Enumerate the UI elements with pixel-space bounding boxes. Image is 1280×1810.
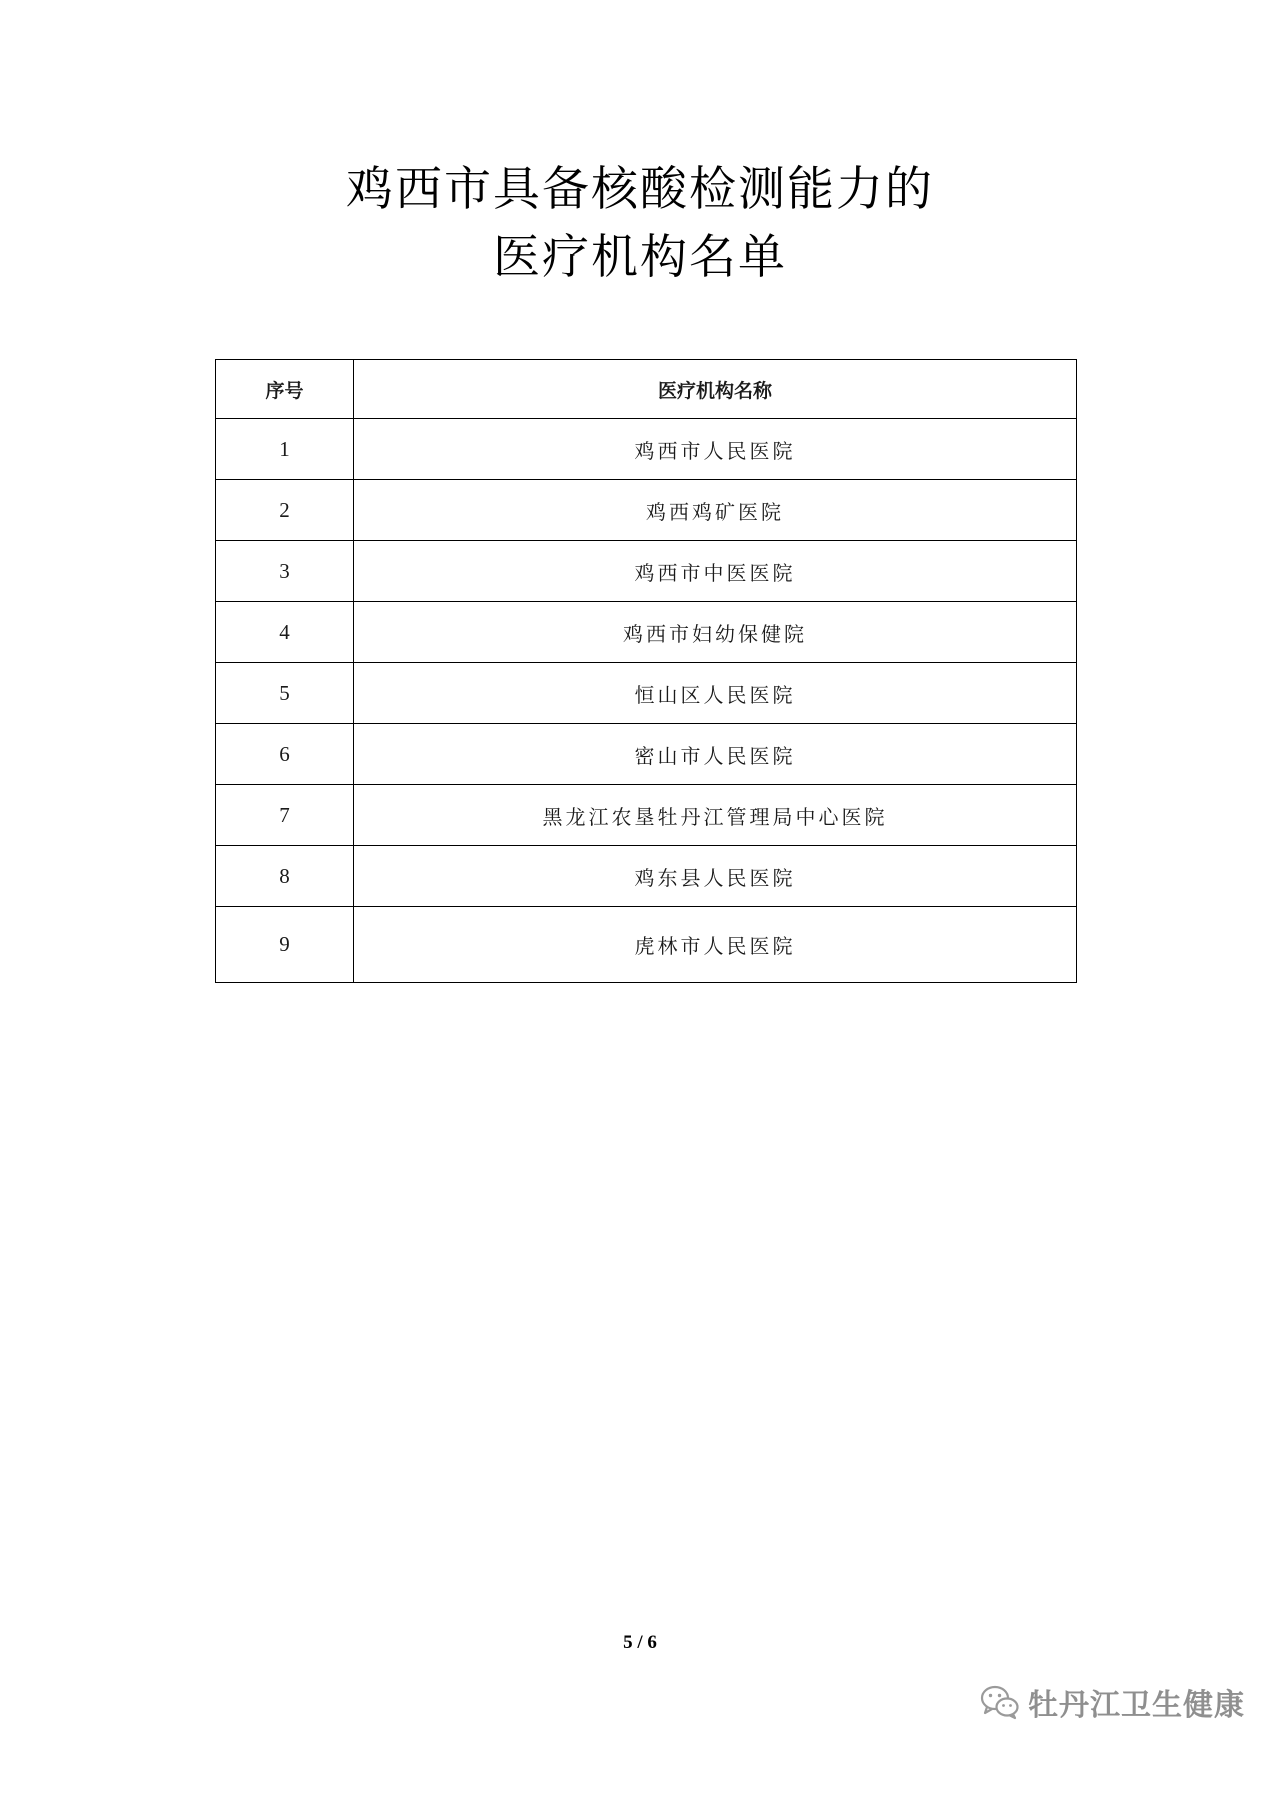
row-seq: 5 bbox=[216, 663, 354, 724]
table-row bbox=[216, 541, 1077, 602]
table-row bbox=[216, 480, 1077, 541]
row-seq: 7 bbox=[216, 785, 354, 846]
document-title-line-1: 鸡西市具备核酸检测能力的 bbox=[346, 162, 934, 217]
header-seq: 序号 bbox=[216, 360, 354, 419]
row-name: 密山市人民医院 bbox=[354, 724, 1077, 785]
row-seq: 2 bbox=[216, 480, 354, 541]
header-name: 医疗机构名称 bbox=[354, 360, 1077, 419]
wechat-icon bbox=[980, 1684, 1020, 1720]
medical-institution-table bbox=[215, 359, 1077, 983]
row-seq: 9 bbox=[216, 907, 354, 983]
row-name: 鸡东县人民医院 bbox=[354, 846, 1077, 907]
document-title-line-2: 医疗机构名单 bbox=[493, 230, 787, 285]
row-name: 鸡西市妇幼保健院 bbox=[354, 602, 1077, 663]
row-seq: 3 bbox=[216, 541, 354, 602]
table-row bbox=[216, 663, 1077, 724]
row-name: 鸡西市中医医院 bbox=[354, 541, 1077, 602]
row-name: 恒山区人民医院 bbox=[354, 663, 1077, 724]
row-seq: 4 bbox=[216, 602, 354, 663]
watermark-text: 牡丹江卫生健康 bbox=[1028, 1688, 1245, 1723]
row-seq: 6 bbox=[216, 724, 354, 785]
page-number: 5 / 6 bbox=[623, 1632, 657, 1653]
table-row bbox=[216, 785, 1077, 846]
row-seq: 1 bbox=[216, 419, 354, 480]
row-seq: 8 bbox=[216, 846, 354, 907]
table-row bbox=[216, 602, 1077, 663]
table-row bbox=[216, 846, 1077, 907]
row-name: 虎林市人民医院 bbox=[354, 907, 1077, 983]
table-row bbox=[216, 419, 1077, 480]
row-name: 鸡西市人民医院 bbox=[354, 419, 1077, 480]
row-name: 黑龙江农垦牡丹江管理局中心医院 bbox=[354, 785, 1077, 846]
table-row bbox=[216, 724, 1077, 785]
table-header-row bbox=[216, 360, 1077, 419]
table-row bbox=[216, 907, 1077, 983]
row-name: 鸡西鸡矿医院 bbox=[354, 480, 1077, 541]
watermark bbox=[980, 1680, 1245, 1724]
